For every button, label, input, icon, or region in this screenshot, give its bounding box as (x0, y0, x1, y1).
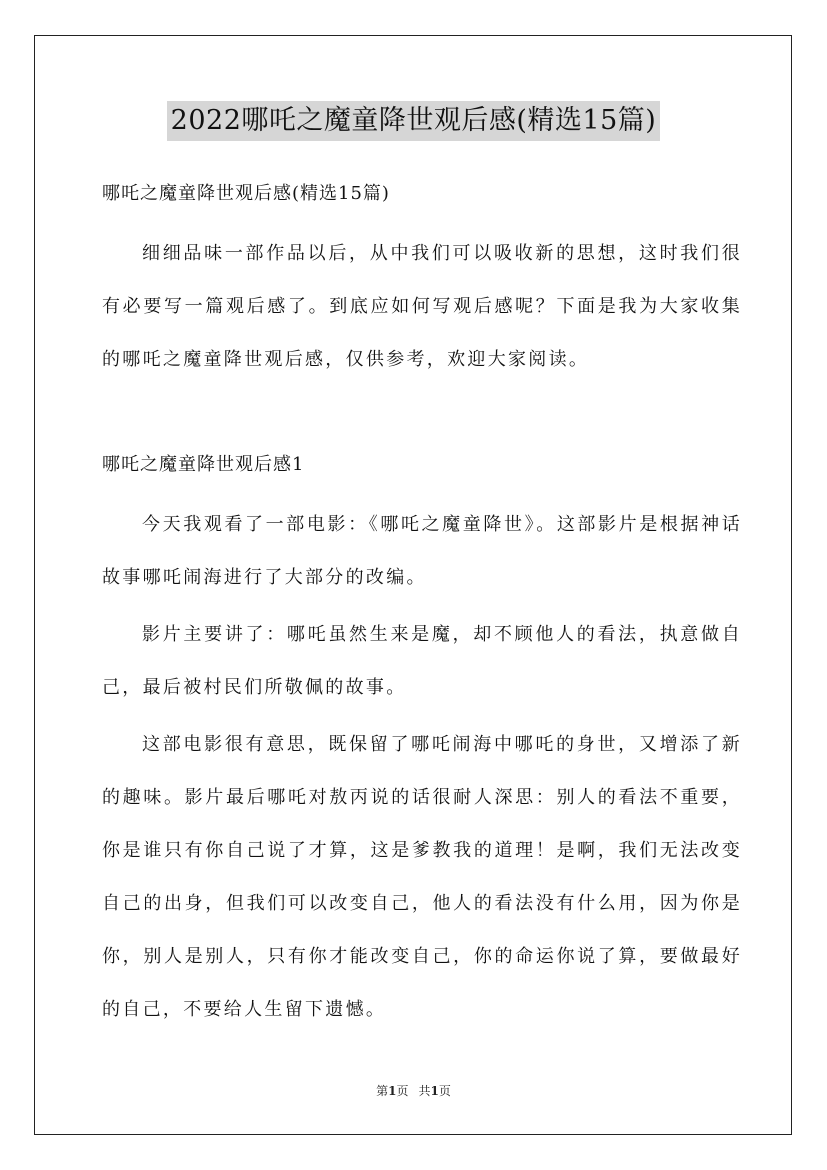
body-paragraph-1: 今天我观看了一部电影：《哪吒之魔童降世》。这部影片是根据神话故事哪吒闹海进行了大部分的改编。 (102, 514, 742, 588)
page-number-prefix: 第 (376, 1084, 389, 1098)
total-pages-suffix: 页 (438, 1084, 451, 1098)
page-footer (0, 1082, 827, 1099)
document-title: 2022哪吒之魔童降世观后感(精选15篇) (167, 101, 661, 141)
page-number-suffix: 页 (396, 1084, 409, 1098)
total-pages-prefix: 共 (418, 1084, 431, 1098)
total-pages: 1 (430, 1084, 439, 1098)
document-body (102, 177, 742, 1036)
title-container (0, 101, 827, 141)
section-heading: 哪吒之魔童降世观后感1 (102, 454, 305, 475)
body-paragraph-2: 影片主要讲了：哪吒虽然生来是魔，却不顾他人的看法，执意做自己，最后被村民们所敬佩的故事。 (102, 624, 742, 698)
body-paragraph-3: 这部电影很有意思，既保留了哪吒闹海中哪吒的身世，又增添了新的趣味。影片最后哪吒对敖丙说的话很耐人深思：别人的看法不重要，你是谁只有你自己说了才算，这是爹教我的道理！是啊，我们无法改变自己的出身，但我们可以改变自己，他人的看法没有什么用，因为你是你，别人是别人，只有你才能改变自己，你的命运你说了算，要做最好的自己，不要给人生留下遗憾。 (102, 734, 742, 1020)
page-number: 1 (388, 1084, 397, 1098)
intro-paragraph: 细细品味一部作品以后，从中我们可以吸收新的思想，这时我们很有必要写一篇观后感了。到底应如何写观后感呢？下面是我为大家收集的哪吒之魔童降世观后感，仅供参考，欢迎大家阅读。 (102, 243, 742, 370)
document-subtitle: 哪吒之魔童降世观后感(精选15篇) (102, 183, 390, 204)
